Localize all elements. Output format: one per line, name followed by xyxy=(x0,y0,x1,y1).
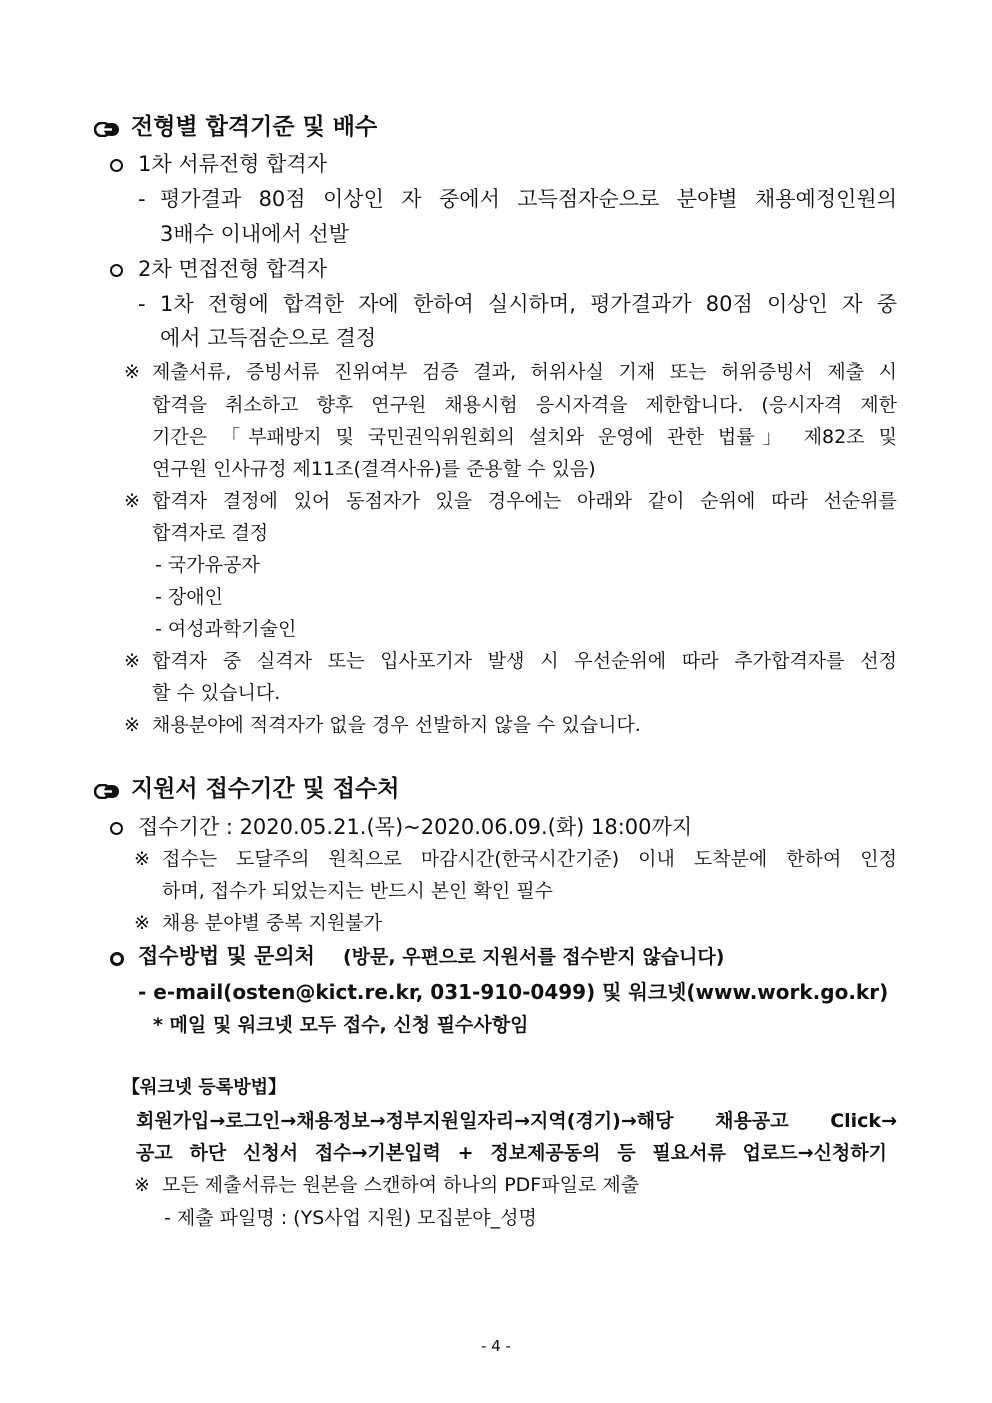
file-name-text: - 제출 파일명 : (YS사업 지원) 모집분야_성명 xyxy=(164,1207,537,1229)
note-text: 채용 분야별 중복 지원불가 xyxy=(162,912,383,934)
note-text: 기간은 「부패방지 및 국민권익위원회의 설치와 운영에 관한 법률」 제82조 및 xyxy=(152,426,897,448)
note-text: 접수는 도달주의 원칙으로 마감시간(한국시간기준) 이내 도착분에 한하여 인정 xyxy=(162,848,897,870)
list-item: - 국가유공자 xyxy=(155,554,260,576)
list-item: - 여성과학기술인 xyxy=(155,618,297,640)
stage2-heading: 2차 면접전형 합격자 xyxy=(138,257,327,281)
note-mark: ※ xyxy=(134,1174,150,1196)
link-icon xyxy=(94,784,120,799)
note-text: 하며, 접수가 되었는지는 반드시 본인 확인 필수 xyxy=(162,880,554,902)
stage1-heading: 1차 서류전형 합격자 xyxy=(138,152,327,176)
page-number: - 4 - xyxy=(481,1337,511,1355)
note-text: 연구원 인사규정 제11조(결격사유)를 준용할 수 있음) xyxy=(152,458,596,480)
stage1-text: 평가결과 80점 이상인 자 중에서 고득점자순으로 분야별 채용예정인원의 xyxy=(160,187,897,211)
stage1-text-cont: 3배수 이내에서 선발 xyxy=(160,222,349,246)
worknet-steps: 공고 하단 신청서 접수→기본입력 + 정보제공동의 등 필요서류 업로드→신청하기 xyxy=(136,1142,887,1164)
note-mark: ※ xyxy=(124,361,140,383)
list-item: - 장애인 xyxy=(155,586,223,608)
worknet-steps: 회원가입→로그인→채용정보→정부지원일자리→지역(경기)→해당 채용공고 Click→ xyxy=(136,1110,897,1132)
worknet-title: 【워크넷 등록방법】 xyxy=(122,1077,286,1098)
note-text: 제출서류, 증빙서류 진위여부 검증 결과, 허위사실 기재 또는 허위증빙서 제출 시 xyxy=(152,361,897,383)
contact-note: * 메일 및 워크넷 모두 접수, 신청 필수사항임 xyxy=(153,1014,529,1036)
method-title: 접수방법 및 문의처 xyxy=(138,944,315,968)
note-text: 합격자 결정에 있어 동점자가 있을 경우에는 아래와 같이 순위에 따라 선순위를 xyxy=(152,490,897,512)
note-text: 할 수 있습니다. xyxy=(152,682,281,704)
note-mark: ※ xyxy=(124,714,140,736)
note-text: 채용분야에 적격자가 없을 경우 선발하지 않을 수 있습니다. xyxy=(152,714,641,736)
stage2-text-cont: 에서 고득점순으로 결정 xyxy=(160,326,377,350)
circle-bullet-icon xyxy=(110,822,123,835)
note-text: 모든 제출서류는 원본을 스캔하여 하나의 PDF파일로 제출 xyxy=(162,1174,640,1196)
note-text: 합격자 중 실격자 또는 입사포기자 발생 시 우선순위에 따라 추가합격자를 선정 xyxy=(152,650,897,672)
stage2-text: 1차 전형에 합격한 자에 한하여 실시하며, 평가결과가 80점 이상인 자 중 xyxy=(160,292,897,316)
note-mark: ※ xyxy=(124,650,140,672)
method-subtitle: (방문, 우편으로 지원서를 접수받지 않습니다) xyxy=(343,946,725,968)
circle-bullet-icon xyxy=(110,952,124,966)
section-title: 전형별 합격기준 및 배수 xyxy=(131,114,378,140)
period-text: 접수기간 : 2020.05.21.(목)~2020.06.09.(화) 18:00까지 xyxy=(138,815,693,839)
dash: - xyxy=(138,292,146,316)
note-mark: ※ xyxy=(134,912,150,934)
note-text: 합격자로 결정 xyxy=(152,522,269,544)
note-mark: ※ xyxy=(124,490,140,512)
link-icon xyxy=(94,122,120,137)
section-title: 지원서 접수기간 및 접수처 xyxy=(131,776,400,802)
contact-line: - e-mail(osten@kict.re.kr, 031-910-0499) 및 워크넷(www.work.go.kr) xyxy=(138,980,889,1004)
circle-bullet-icon xyxy=(110,264,123,277)
note-text: 합격을 취소하고 향후 연구원 채용시험 응시자격을 제한합니다. (응시자격 제한 xyxy=(152,394,897,416)
note-mark: ※ xyxy=(134,848,150,870)
circle-bullet-icon xyxy=(110,159,123,172)
dash: - xyxy=(138,187,146,211)
